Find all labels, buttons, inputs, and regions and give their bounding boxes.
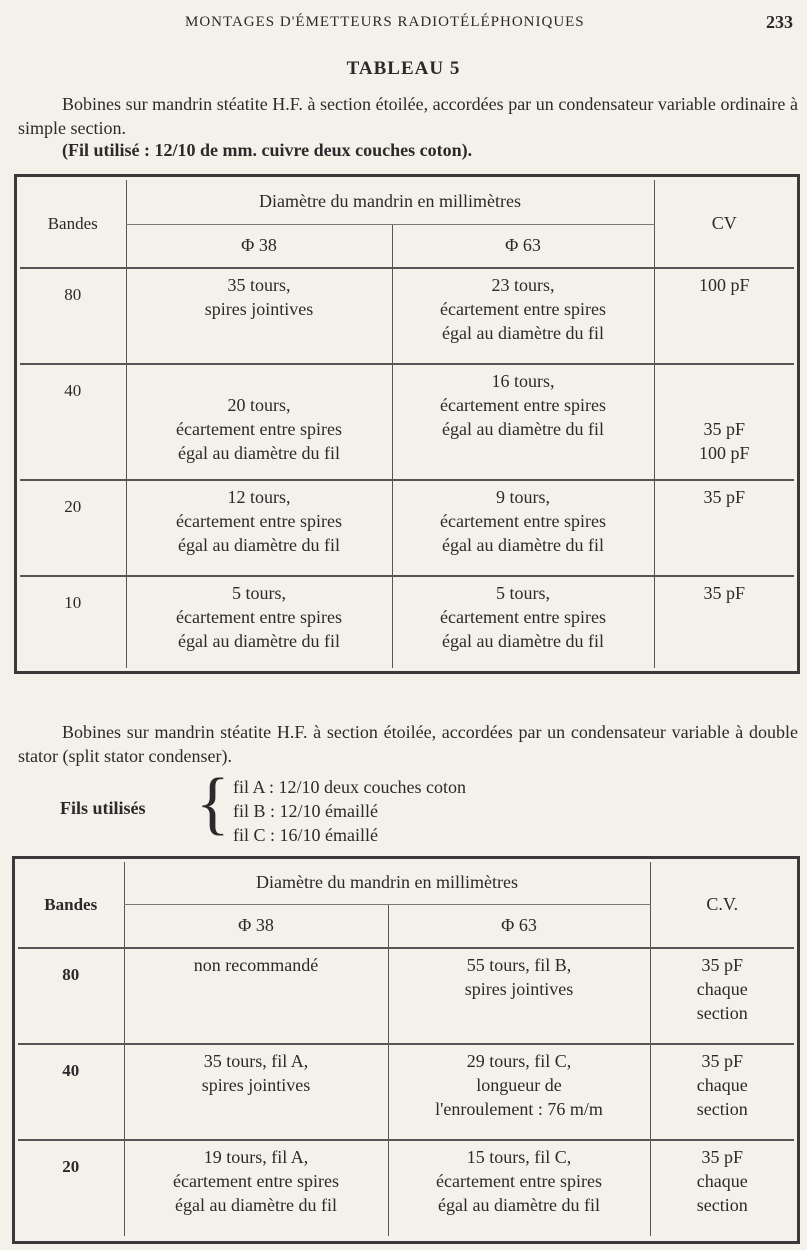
- fil-c: fil C : 16/10 émaillé: [233, 825, 378, 845]
- table2-body: [18, 948, 794, 1236]
- fils-list: [233, 775, 466, 847]
- table-row: [20, 268, 794, 364]
- d38-cell-line: écartement entre spires: [176, 419, 342, 439]
- cv-cell-line: chaque: [696, 979, 748, 999]
- page-header: [0, 12, 807, 36]
- d63-cell-line: écartement entre spires: [436, 1171, 602, 1191]
- d63-cell-line: 5 tours,: [496, 583, 550, 603]
- d63-cell: [392, 576, 654, 668]
- d63-cell-line: écartement entre spires: [440, 511, 606, 531]
- band-cell: [20, 576, 126, 668]
- cv-cell-line: 100 pF: [698, 443, 750, 463]
- table-row: [18, 1140, 794, 1236]
- band-cell-value: 40: [64, 381, 82, 400]
- table1-header-bandes: Bandes: [47, 213, 98, 233]
- d63-cell-line: longueur de: [476, 1075, 562, 1095]
- band-cell-value: 20: [62, 1157, 80, 1176]
- table1: [20, 180, 794, 668]
- cv-cell: [654, 268, 794, 364]
- section1-note: (Fil utilisé : 12/10 de mm. cuivre deux couches coton).: [62, 140, 473, 160]
- band-cell: [18, 948, 124, 1044]
- d63-cell-line: égal au diamètre du fil: [442, 631, 604, 651]
- d38-cell: [126, 268, 392, 364]
- d38-cell-line: 35 tours,: [227, 275, 291, 295]
- table2-header-diametre: Diamètre du mandrin en millimètres: [124, 862, 650, 904]
- d63-cell-line: écartement entre spires: [440, 395, 606, 415]
- cv-cell-line: 100 pF: [698, 275, 750, 295]
- table1-body: [20, 268, 794, 668]
- cv-cell-line: chaque: [696, 1075, 748, 1095]
- section2-intro: [18, 720, 798, 768]
- cv-cell-line: 35 pF: [703, 487, 745, 507]
- d38-cell: [126, 480, 392, 576]
- d38-cell-line: égal au diamètre du fil: [175, 1195, 337, 1215]
- running-title: MONTAGES D'ÉMETTEURS RADIOTÉLÉPHONIQUES: [185, 14, 585, 30]
- d63-cell-line: 55 tours, fil B,: [466, 955, 572, 975]
- cv-cell-line: 35 pF: [701, 1147, 743, 1167]
- section2-intro-text: Bobines sur mandrin stéatite H.F. à section étoilée, accordées par un condensateur variable à double stator (split stator condenser).: [18, 722, 798, 766]
- d63-cell-line: égal au diamètre du fil: [442, 535, 604, 555]
- d63-cell-line: 16 tours,: [491, 371, 555, 391]
- d38-cell-line: 12 tours,: [227, 487, 291, 507]
- page-number: 233: [766, 12, 793, 32]
- d63-cell-line: égal au diamètre du fil: [442, 419, 604, 439]
- cv-cell-line: 35 pF: [703, 583, 745, 603]
- d38-cell-line: égal au diamètre du fil: [178, 631, 340, 651]
- band-cell: [18, 1140, 124, 1236]
- d63-cell: [388, 1140, 650, 1236]
- d63-cell-line: l'enroulement : 76 m/m: [435, 1099, 603, 1119]
- cv-cell: [650, 948, 794, 1044]
- d63-cell-line: 29 tours, fil C,: [466, 1051, 572, 1071]
- cv-cell: [654, 480, 794, 576]
- cv-cell: [650, 1140, 794, 1236]
- section1-intro: [18, 92, 798, 140]
- d38-cell-line: [131, 369, 388, 393]
- band-cell-value: 80: [64, 285, 82, 304]
- fil-b: fil B : 12/10 émaillé: [233, 801, 378, 821]
- d63-cell-line: écartement entre spires: [440, 607, 606, 627]
- cv-cell: [650, 1044, 794, 1140]
- cv-cell-line: section: [696, 1195, 748, 1215]
- band-cell: [18, 1044, 124, 1140]
- d38-cell-line: 19 tours, fil A,: [203, 1147, 309, 1167]
- table-row: [20, 480, 794, 576]
- table1-header-d38: Φ 38: [126, 224, 392, 268]
- table-row: [20, 364, 794, 480]
- d38-cell-line: 20 tours,: [227, 395, 291, 415]
- cv-cell-line: section: [696, 1099, 748, 1119]
- band-cell-value: 20: [64, 497, 82, 516]
- d63-cell: [392, 480, 654, 576]
- band-cell-value: 10: [64, 593, 82, 612]
- band-cell-value: 40: [62, 1061, 80, 1080]
- d63-cell-line: égal au diamètre du fil: [442, 323, 604, 343]
- d38-cell-line: égal au diamètre du fil: [178, 443, 340, 463]
- d38-cell-line: 5 tours,: [232, 583, 286, 603]
- d63-cell: [392, 364, 654, 480]
- d63-cell: [388, 948, 650, 1044]
- d38-cell-line: spires jointives: [204, 299, 314, 319]
- band-cell: [20, 364, 126, 480]
- fils-block: [60, 765, 660, 845]
- band-cell: [20, 480, 126, 576]
- table2-header-cv: C.V.: [650, 862, 794, 948]
- table-row: [20, 576, 794, 668]
- d38-cell: [124, 1044, 388, 1140]
- cv-cell-line: [659, 369, 791, 393]
- fil-a: fil A : 12/10 deux couches coton: [233, 777, 466, 797]
- table-row: [18, 948, 794, 1044]
- cv-cell-line: 35 pF: [701, 1051, 743, 1071]
- table1-header-d63: Φ 63: [392, 224, 654, 268]
- cv-cell-line: chaque: [696, 1171, 748, 1191]
- cv-cell-line: section: [696, 1003, 748, 1023]
- cv-cell: [654, 364, 794, 480]
- d38-cell-line: écartement entre spires: [173, 1171, 339, 1191]
- table2-header-bandes: Bandes: [44, 894, 98, 914]
- d38-cell: [126, 576, 392, 668]
- d63-cell-line: 15 tours, fil C,: [466, 1147, 572, 1167]
- d38-cell-line: égal au diamètre du fil: [178, 535, 340, 555]
- section1-intro-text: Bobines sur mandrin stéatite H.F. à section étoilée, accordées par un condensateur variable ordinaire à simple section.: [18, 94, 798, 138]
- cv-cell-line: 35 pF: [701, 955, 743, 975]
- d38-cell-line: écartement entre spires: [176, 607, 342, 627]
- fils-label: Fils utilisés: [60, 798, 146, 818]
- band-cell: [20, 268, 126, 364]
- d38-cell: [126, 364, 392, 480]
- cv-cell: [654, 576, 794, 668]
- cv-cell-line: 35 pF: [703, 419, 745, 439]
- table-title: TABLEAU 5: [346, 58, 461, 79]
- d63-cell-line: écartement entre spires: [440, 299, 606, 319]
- d63-cell-line: 9 tours,: [496, 487, 550, 507]
- d63-cell-line: spires jointives: [464, 979, 574, 999]
- d38-cell-line: 35 tours, fil A,: [203, 1051, 309, 1071]
- d63-cell: [392, 268, 654, 364]
- band-cell-value: 80: [62, 965, 80, 984]
- d63-cell-line: 23 tours,: [491, 275, 555, 295]
- table1-header-diametre: Diamètre du mandrin en millimètres: [126, 180, 654, 224]
- d63-cell-line: égal au diamètre du fil: [438, 1195, 600, 1215]
- table2-header-d38: Φ 38: [124, 904, 388, 948]
- table2: [18, 862, 794, 1236]
- d63-cell: [388, 1044, 650, 1140]
- cv-cell-line: [659, 393, 791, 417]
- brace-icon: {: [196, 765, 230, 842]
- d38-cell: [124, 1140, 388, 1236]
- d38-cell-line: non recommandé: [193, 955, 319, 975]
- d38-cell: [124, 948, 388, 1044]
- table2-header-d63: Φ 63: [388, 904, 650, 948]
- table1-header-cv: CV: [654, 180, 794, 268]
- table-row: [18, 1044, 794, 1140]
- d38-cell-line: spires jointives: [201, 1075, 311, 1095]
- d38-cell-line: écartement entre spires: [176, 511, 342, 531]
